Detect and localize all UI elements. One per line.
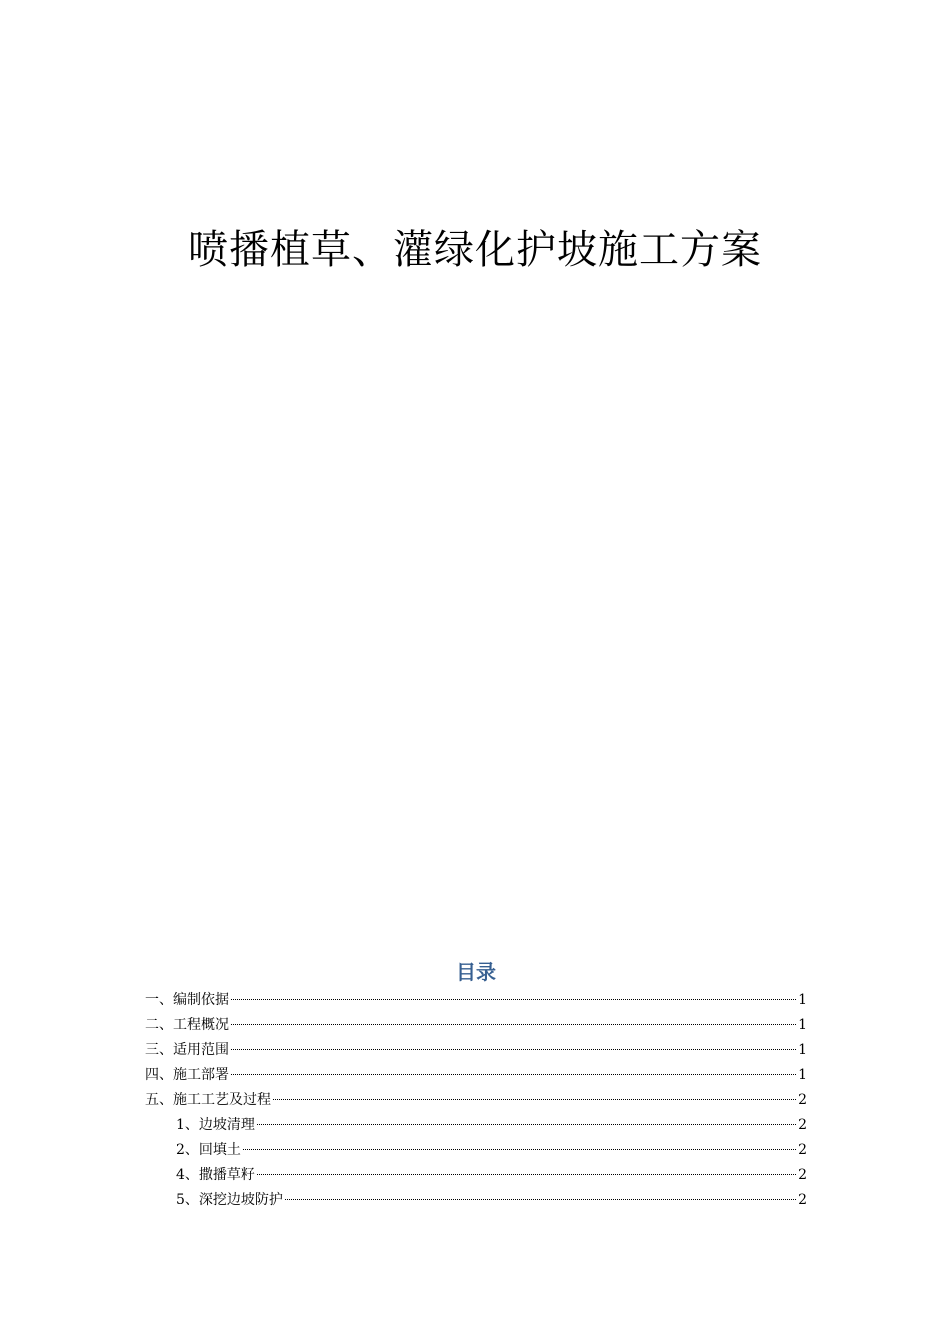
- toc-subentry[interactable]: [145, 1163, 807, 1188]
- toc-dot-leader: [231, 999, 796, 1000]
- toc-entry-label: 5、深挖边坡防护: [176, 1192, 283, 1208]
- toc-entry[interactable]: [145, 1088, 807, 1113]
- toc-entry-label: 2、回填土: [176, 1142, 241, 1158]
- toc-dot-leader: [273, 1099, 796, 1100]
- toc-dot-leader: [243, 1149, 796, 1150]
- toc-entry-page: 1: [798, 1042, 807, 1058]
- toc-entry[interactable]: [145, 1063, 807, 1088]
- toc-entry[interactable]: [145, 1038, 807, 1063]
- document-title: 喷播植草、灌绿化护坡施工方案: [188, 227, 762, 273]
- toc-subentry[interactable]: [145, 1188, 807, 1213]
- toc-entry-label: 三、适用范围: [145, 1042, 229, 1058]
- toc-subentry[interactable]: [145, 1138, 807, 1163]
- toc-dot-leader: [257, 1174, 796, 1175]
- toc-dot-leader: [285, 1199, 796, 1200]
- toc-entry-page: 1: [798, 992, 807, 1008]
- toc-dot-leader: [231, 1024, 796, 1025]
- toc-entry-label: 五、施工工艺及过程: [145, 1092, 271, 1108]
- toc-entry-page: 2: [798, 1167, 807, 1183]
- toc-subentry[interactable]: [145, 1113, 807, 1138]
- toc-heading: 目录: [456, 960, 496, 984]
- toc-entry-page: 2: [798, 1142, 807, 1158]
- toc-list: [145, 988, 807, 1213]
- toc-dot-leader: [231, 1049, 796, 1050]
- toc-entry-page: 2: [798, 1192, 807, 1208]
- toc-entry-page: 1: [798, 1067, 807, 1083]
- toc-entry-label: 二、工程概况: [145, 1017, 229, 1033]
- toc-dot-leader: [231, 1074, 796, 1075]
- toc-entry-page: 1: [798, 1017, 807, 1033]
- toc-entry-label: 一、编制依据: [145, 992, 229, 1008]
- toc-entry[interactable]: [145, 988, 807, 1013]
- toc-entry[interactable]: [145, 1013, 807, 1038]
- toc-entry-label: 1、边坡清理: [176, 1117, 255, 1133]
- toc-entry-page: 2: [798, 1117, 807, 1133]
- toc-entry-page: 2: [798, 1092, 807, 1108]
- toc-dot-leader: [257, 1124, 796, 1125]
- toc-entry-label: 四、施工部署: [145, 1067, 229, 1083]
- toc-entry-label: 4、撒播草籽: [176, 1167, 255, 1183]
- table-of-contents: [145, 956, 807, 1213]
